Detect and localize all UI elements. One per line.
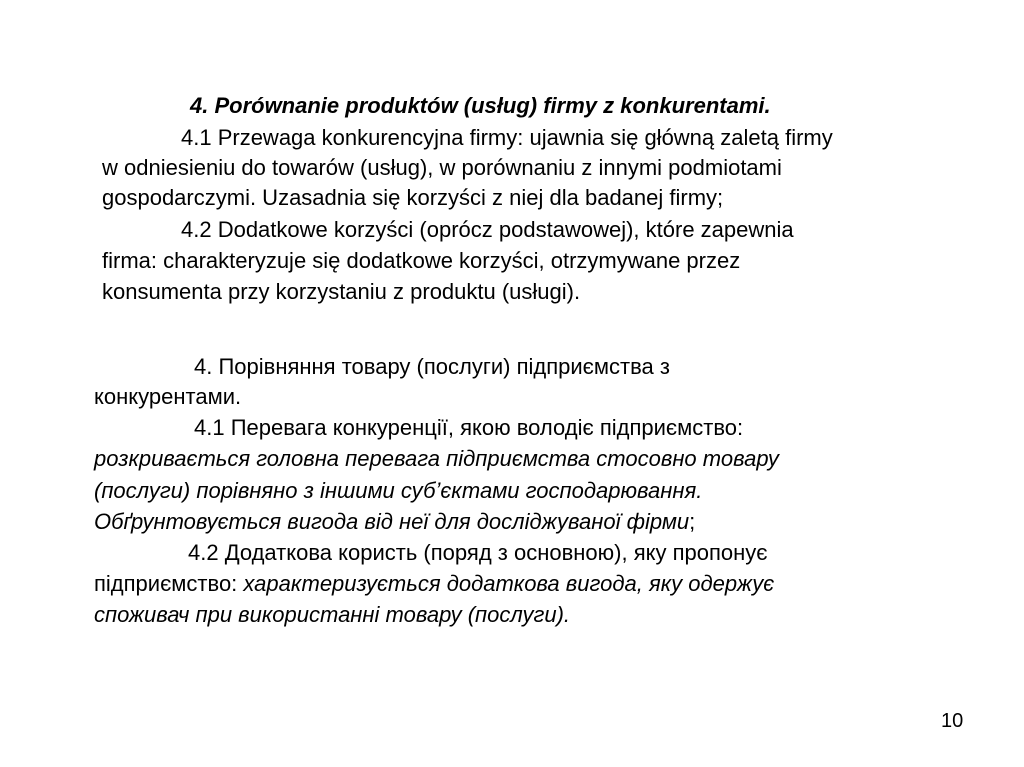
- page-number: 10: [941, 710, 964, 732]
- ua-heading-b: конкурентами.: [94, 384, 242, 409]
- ua-line-1: 4.1 Перевага конкуренції, якою володіє підприємство:: [194, 415, 744, 440]
- pl-heading: 4. Porównanie produktów (usług) firmy z konkurentami.: [190, 93, 771, 118]
- ua-line-4-end: ;: [689, 509, 696, 534]
- ua-line-3: (послуги) порівняно з іншими суб’єктами господарювання.: [94, 478, 703, 503]
- ua-line-6-italic: характеризується додаткова вигода, яку одержує: [243, 571, 775, 596]
- ua-line-6: [94, 569, 774, 599]
- ua-heading-a: 4. Порівняння товару (послуги) підприємства з: [194, 354, 670, 379]
- ua-line-4-text: Обґрунтовується вигода від неї для досліджуваної фірми: [94, 509, 690, 534]
- ua-line-7: споживач при використанні товару (послуги).: [94, 602, 571, 627]
- ua-line-4: [94, 507, 695, 537]
- pl-line-1: 4.1 Przewaga konkurencyjna firmy: ujawnia się główną zaletą firmy: [181, 125, 833, 150]
- ua-line-6-plain: підприємство:: [94, 571, 244, 596]
- ua-line-2: розкривається головна перевага підприємства стосовно товару: [94, 446, 779, 471]
- pl-line-6: konsumenta przy korzystaniu z produktu (usługi).: [102, 279, 581, 304]
- pl-line-3: gospodarczymi. Uzasadnia się korzyści z niej dla badanej firmy;: [102, 185, 724, 210]
- pl-line-4: 4.2 Dodatkowe korzyści (oprócz podstawowej), które zapewnia: [181, 217, 794, 242]
- ua-line-5: 4.2 Додаткова користь (поряд з основною), яку пропонує: [188, 540, 768, 565]
- pl-line-5: firma: charakteryzuje się dodatkowe korzyści, otrzymywane przez: [102, 248, 741, 273]
- pl-line-2: w odniesieniu do towarów (usług), w porównaniu z innymi podmiotami: [102, 155, 782, 180]
